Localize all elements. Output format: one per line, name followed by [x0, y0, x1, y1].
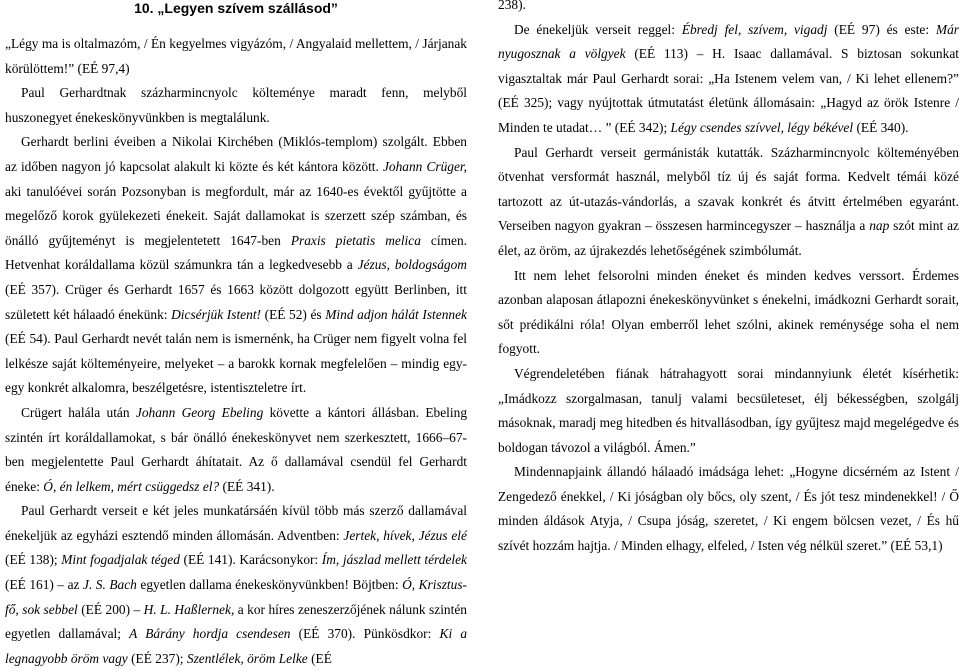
text-run: (EÉ 54). Paul Gerhardt nevét talán nem is ismernénk, ha Crüger nem figyelt volna fel lelkésze saját költeményeire, melyeket – a barokk kornak megfelelően – mindig egy-egy konkrét alkalomra, beszélgetésre, istentiszteletre írt.	[5, 331, 467, 396]
page-title: 10. „Legyen szívem szállásod”	[134, 0, 338, 16]
paragraph	[498, 362, 959, 460]
paragraph	[5, 401, 467, 499]
text-run: De énekeljük verseit reggel:	[514, 21, 682, 37]
italic-text: Ím, jászlad mellett térdelek	[321, 552, 468, 568]
text-run: követte a kántori állásban. Ebeling szintén írt koráldallamokat, s bár önálló énekeskönyvet nem szerkesztett, 1666–67-ben megjelentette Paul Gerhardt áhítatait. Az ő dallamával csendül fel Gerhardt éneke:	[5, 404, 468, 494]
italic-text: Jézus, boldogságom	[357, 257, 467, 273]
italic-text: Ó, Krisztus-fő, sok sebbel	[5, 577, 467, 617]
text-run: Végrendeletében fiának hátrahagyott sorai mindannyiunk életét kísérhetik: „Imádkozz szorgalmasan, tanulj valami becsületeset, élj békességben, szolgálj másoknak, maradj meg hitedben és hitvallásodban, így gyűjtesz majd megelégedve és boldogan távozol a világból. Ámen.”	[498, 365, 959, 455]
paragraph	[5, 32, 467, 81]
paragraph	[498, 18, 959, 141]
left-column	[5, 0, 467, 671]
text-run: (EÉ 237);	[127, 650, 187, 666]
text-run: (EÉ 341).	[219, 478, 275, 494]
text-run: Gerhardt berlini éveiben a Nikolai Kirchében (Miklós-templom) szolgált. Ebben az időben nagyon jó kapcsolat alakult ki közte és két kántora között.	[5, 134, 467, 174]
text-run: Paul Gerhardt verseit e két jeles munkatársáén kívül több más szerző dallamával énekeljük az egyházi esztendő minden állomásán. Adventben:	[5, 503, 467, 543]
text-run: (EÉ 340).	[853, 119, 909, 135]
italic-text: Jertek, hívek, Jézus elé	[343, 527, 467, 543]
text-run: (EÉ 113) – H. Isaac dallamával. S biztosan sokunkat vigasztaltak már Paul Gerhardt sorai: „Ha Istenem velem van, / Ki lehet ellenem?” (EÉ 325); vagy nyújtottak útmutatást életünk állomásain: „Hagyd az örök Istenre / Minden te utadat… ” (EÉ 342);	[498, 46, 959, 135]
text-run: szót mint az élet, az öröm, az újrakezdés lehetőségének szimbólumát.	[498, 218, 959, 258]
paragraph	[5, 81, 467, 130]
right-column-body	[498, 0, 959, 559]
paragraph	[498, 0, 959, 18]
italic-text: Ó, én lelkem, mért csüggedsz el?	[43, 478, 220, 494]
text-run: egyetlen dallama énekeskönyvünkben! Böjtben:	[136, 577, 403, 593]
text-run: címen. Hetvenhat koráldallama közül számunkra tán a legkedvesebb a	[5, 232, 467, 273]
text-run: , a kor híres zeneszerzőjének nálunk szintén egyetlen dallamával;	[5, 601, 467, 642]
italic-text: A Bárány hordja csendesen	[129, 626, 291, 642]
text-run: Mindennapjaink állandó hálaadó imádsága lehet: „Hogyne dicsérném az Istent / Zengedező énekkel, / Ki jóságban oly bőcs, oly szent, / És jót tesz mindenekkel! / Ő minden áldások Atyja, / Csupa jóság, szeretet, / Ki engem bölcsen vezet, / És hű szívét hozzám hajtja. / Minden elhagy, elfeled, / Isten vég nélkül szeret.” (EÉ 53,1)	[498, 464, 959, 554]
text-run: (EÉ 141). Karácsonykor:	[179, 552, 322, 568]
text-run: Paul Gerhardt verseit germánisták kutatták. Százharmincnyolc költeményében ötvenhat versformát használ, melyből tíz új és saját forma. Kedvelt témái közé tartozott az út-utazás-vándorlás, a szavak konkrét és átvitt értelmében egyaránt. Verseiben nagyon gyakran – összesen harmincegyszer – használja a	[498, 144, 959, 234]
text-run: aki tanulóévei során Pozsonyban is megfordult, már az 1640-es évektől gyűjtötte a megelőző korok gyülekezeti énekeit. Saját dallamokat is szerzett szép számban, és önálló gyűjteményt is megjelentetett 1647-ben	[5, 183, 467, 248]
paragraph	[498, 141, 959, 264]
paragraph	[498, 264, 959, 362]
text-run: Paul Gerhardtnak százharmincnyolc költeménye maradt fenn, melyből huszonegyet énekeskönyvünkben is megtalálunk.	[5, 85, 467, 125]
text-run: (EÉ 97) és este:	[827, 21, 936, 37]
italic-text: Ébredj fel, szívem, vigadj	[681, 21, 828, 37]
italic-text: Ki a legnagyobb öröm vagy	[5, 626, 468, 666]
text-run: (EÉ	[307, 650, 332, 666]
italic-text: nap	[869, 218, 890, 234]
left-column-body	[5, 32, 467, 671]
paragraph	[5, 499, 467, 671]
italic-text: Szentlélek, öröm Lelke	[186, 650, 308, 666]
right-column	[498, 0, 959, 559]
italic-text: Légy csendes szívvel, légy békével	[670, 119, 854, 135]
italic-text: Praxis pietatis melica	[290, 232, 421, 248]
italic-text: H. L. Haßlernek	[143, 601, 231, 617]
text-run: Crügert halála után	[21, 404, 136, 420]
italic-text: Johann Crüger,	[382, 158, 467, 174]
text-run: (EÉ 200) –	[77, 601, 144, 617]
italic-text: Mint fogadjalak téged	[61, 552, 180, 568]
italic-text: J. S. Bach	[83, 577, 137, 593]
italic-text: Johann Georg Ebeling	[135, 404, 264, 420]
paragraph	[498, 460, 959, 558]
italic-text: Már nyugosznak a völgyek	[498, 21, 959, 62]
italic-text: Mind adjon hálát Istennek	[325, 306, 467, 322]
italic-text: Dicsérjük Istent!	[171, 306, 261, 322]
text-run: (EÉ 138);	[5, 552, 62, 568]
text-run: 238).	[498, 0, 526, 12]
text-run: Itt nem lehet felsorolni minden éneket és minden kedves verssort. Érdemes azonban alaposan átlapozni énekeskönyvünket s énekelni, imádkozni Gerhardt sorait, sőt prédikálni róla! Olyan emberről lehet szólni, akinek reménysége soha el nem fogyott.	[498, 267, 959, 357]
text-run: „Légy ma is oltalmazóm, / Én kegyelmes vigyázóm, / Angyalaid mellettem, / Járjanak körülöttem!” (EÉ 97,4)	[5, 36, 467, 76]
text-run: (EÉ 357). Crüger és Gerhardt 1657 és 1663 között dolgozott együtt Berlinben, itt született két hálaadó énekünk:	[5, 281, 467, 322]
text-run: (EÉ 161) – az	[5, 577, 83, 593]
paragraph	[5, 130, 467, 401]
text-run: (EÉ 370). Pünkösdkor:	[290, 626, 440, 642]
text-run: (EÉ 52) és	[261, 306, 326, 322]
